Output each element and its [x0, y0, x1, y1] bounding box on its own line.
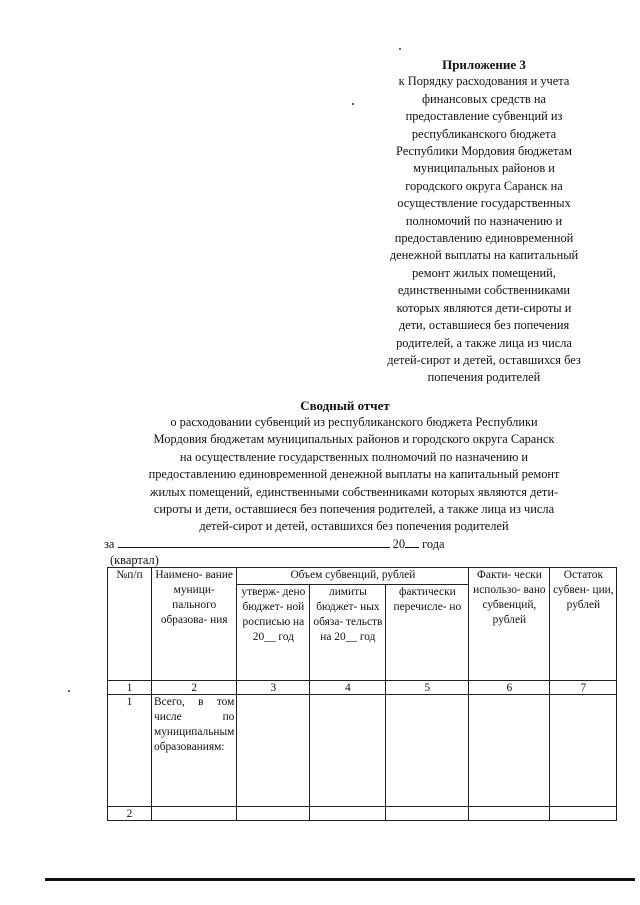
- table-cell[interactable]: [310, 695, 386, 807]
- header-used: Факти- чески использо- вано субвенций, рублей: [469, 568, 550, 681]
- report-line: на осуществление государственных полномочий по назначению и: [179, 449, 529, 464]
- scan-speck: [399, 48, 401, 50]
- row-num: 2: [108, 807, 152, 821]
- report-line: Мордовия бюджетам муниципальных районов и городского округа Саранск: [153, 432, 555, 447]
- header-balance: Остаток субвен- ции, рублей: [550, 568, 617, 681]
- report-description: [104, 414, 604, 536]
- column-number: 3: [237, 681, 310, 695]
- period-prefix: за: [104, 537, 115, 551]
- appendix-line: Республики Мордовия бюджетам: [395, 144, 572, 159]
- report-table: [107, 567, 617, 821]
- period-suffix: года: [422, 537, 445, 551]
- header-name: Наимено- вание муници- пального образова- ния: [152, 568, 237, 681]
- report-title: Сводный отчет: [300, 398, 390, 413]
- table-cell[interactable]: [237, 807, 310, 821]
- page-bottom-edge: [45, 878, 635, 881]
- report-line: детей-сирот и детей, оставшихся без попечения родителей: [199, 519, 509, 534]
- appendix-line: полномочий по назначению и: [405, 213, 563, 228]
- appendix-line: ремонт жилых помещений,: [412, 265, 556, 280]
- row-name: Всего, в том числе по муниципальным образованиям:: [152, 695, 237, 807]
- appendix-line: родителей, а также лица из числа: [396, 335, 572, 350]
- report-line: сироты и дети, оставшиеся без попечения родителей, а также лица из числа: [153, 502, 555, 517]
- year-blank[interactable]: [405, 535, 419, 548]
- period-line: [104, 535, 445, 552]
- header-volume: Объем субвенций, рублей: [237, 568, 469, 585]
- report-line: предоставлению единовременной денежной выплаты на капитальный ремонт: [148, 467, 560, 482]
- period-year-prefix: 20: [392, 537, 406, 551]
- appendix-line: к Порядку расходования и учета: [398, 74, 570, 89]
- header-num: №п/п: [108, 568, 152, 681]
- column-number: 6: [469, 681, 550, 695]
- column-number: 5: [386, 681, 469, 695]
- table-cell[interactable]: [310, 807, 386, 821]
- column-number: 2: [152, 681, 237, 695]
- appendix-line: которых являются дети-сироты и: [396, 300, 572, 315]
- report-line: о расходовании субвенций из республиканского бюджета Республики: [170, 415, 538, 429]
- table-cell[interactable]: [237, 695, 310, 807]
- table-cell[interactable]: [469, 807, 550, 821]
- table-cell[interactable]: [550, 695, 617, 807]
- appendix-line: попечения родителей: [427, 370, 541, 385]
- header-transferred: фактически перечисле- но: [386, 585, 469, 681]
- appendix-line: единственными собственниками: [397, 283, 571, 298]
- period-note: (квартал): [110, 553, 159, 567]
- appendix-block: [368, 56, 600, 387]
- period-blank[interactable]: [118, 535, 390, 548]
- appendix-line: дети, оставшиеся без попечения: [398, 318, 570, 333]
- appendix-line: республиканского бюджета: [411, 126, 557, 141]
- appendix-line: детей-сирот и детей, оставшихся без: [387, 352, 581, 367]
- scan-speck: [68, 690, 70, 692]
- appendix-line: предоставлению единовременной: [394, 231, 574, 246]
- header-limits: лимиты бюджет- ных обяза- тельств на 20__ год: [310, 585, 386, 681]
- row-num: 1: [108, 695, 152, 807]
- appendix-line: муниципальных районов и: [413, 161, 555, 176]
- appendix-title: Приложение 3: [442, 57, 526, 72]
- table-cell[interactable]: [386, 807, 469, 821]
- appendix-line: городского округа Саранск на: [405, 178, 563, 193]
- report-line: жилых помещений, единственными собственниками которых являются дети-: [149, 484, 559, 499]
- table-row: [108, 695, 617, 807]
- header-approved: утверж- дено бюджет- ной росписью на 20__ год: [237, 585, 310, 681]
- table-cell[interactable]: [469, 695, 550, 807]
- column-number: 1: [108, 681, 152, 695]
- row-name[interactable]: [152, 807, 237, 821]
- appendix-line: предоставление субвенций из: [405, 109, 563, 124]
- appendix-line: денежной выплаты на капитальный: [389, 248, 579, 263]
- scan-speck: [352, 103, 354, 105]
- table-cell[interactable]: [386, 695, 469, 807]
- appendix-line: финансовых средств на: [422, 91, 546, 106]
- table-row: [108, 807, 617, 821]
- column-number: 4: [310, 681, 386, 695]
- appendix-line: осуществление государственных: [397, 196, 571, 211]
- table-cell[interactable]: [550, 807, 617, 821]
- column-number: 7: [550, 681, 617, 695]
